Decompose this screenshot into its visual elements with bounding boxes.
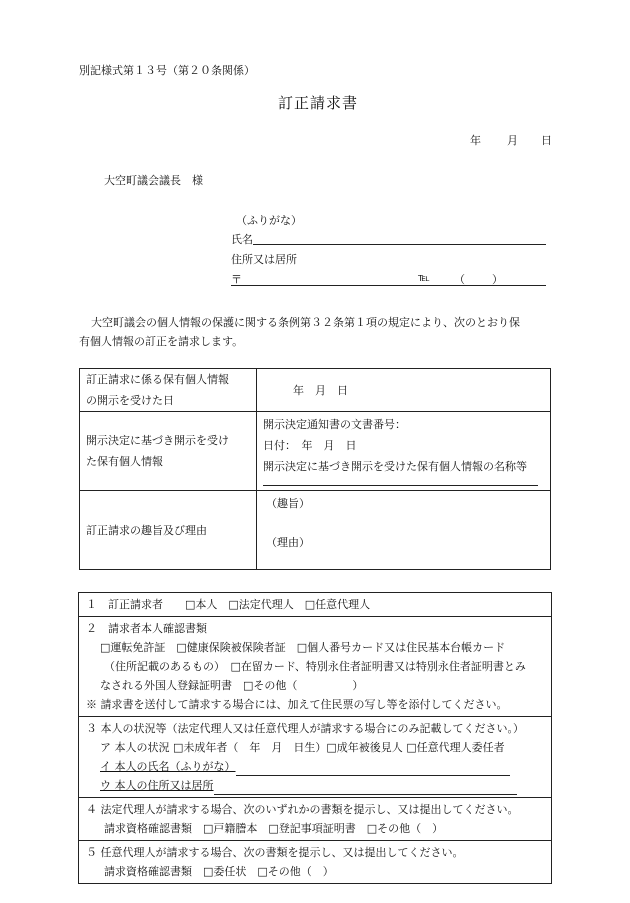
principal-name-line	[236, 761, 510, 776]
principal-address-label: ウ 本人の住所又は居所	[100, 779, 214, 792]
request-details-table	[79, 368, 551, 570]
principal-address-line	[214, 780, 517, 795]
page-title: 訂正請求書	[278, 94, 359, 112]
date-year: 年	[470, 134, 481, 147]
address-field[interactable]	[231, 285, 546, 286]
disclosed-info-label: 開示決定に基づき開示を受け た保有個人情報	[80, 412, 257, 491]
id-documents-note: ※ 請求書を送付して請求する場合には、加えて住民票の写し等を添付してください。	[86, 698, 508, 711]
addressee: 大空町議会議長 様	[104, 174, 203, 187]
form-number: 別記様式第１３号（第２０条関係）	[79, 64, 255, 77]
postal-mark: 〒	[231, 273, 242, 286]
received-date-value[interactable]: 年 月 日	[257, 369, 551, 412]
info-name-label: 開示決定に基づき開示を受けた保有個人情報の名称等	[263, 460, 527, 473]
name-field[interactable]	[253, 244, 546, 245]
date-month: 月	[507, 134, 518, 147]
tel-paren-close: ）	[492, 273, 503, 286]
section-voluntary-agent[interactable]: ５ 任意代理人が請求する場合、次の書類を提示し、又は提出してください。 請求資格確認書類 □委任状 □その他（ ）	[79, 841, 552, 884]
section-principal-status[interactable]: ３ 本人の状況等（法定代理人又は任意代理人が請求する場合にのみ記載してください。） ア 本人の状況 □未成年者（ 年 月 日生）□成年被後見人 □任意代理人委任者 イ 本人の氏名（ふりがな） ウ 本人の住所又は居所	[79, 717, 552, 798]
purpose-reason-label: 訂正請求の趣旨及び理由	[80, 491, 257, 570]
purpose-label: （趣旨）	[266, 497, 310, 510]
info-name-line	[263, 485, 538, 486]
tel-paren-open: （	[454, 273, 465, 286]
section-legal-agent[interactable]: ４ 法定代理人が請求する場合、次のいずれかの書類を提示し、又は提出してください。 請求資格確認書類 □戸籍謄本 □登記事項証明書 □その他（ ）	[79, 798, 552, 841]
furigana-label: （ふりがな）	[236, 214, 302, 227]
reason-label: （理由）	[266, 536, 310, 549]
doc-number-label: 開示決定通知書の文書番号：	[263, 418, 406, 431]
requester-info-table	[78, 592, 552, 884]
name-label: 氏名	[231, 233, 253, 246]
address-label: 住所又は居所	[231, 253, 297, 266]
tel-label: ℡	[418, 271, 430, 284]
received-date-label: 訂正請求に係る保有個人情報 の開示を受けた日	[80, 369, 257, 412]
principal-name-label: イ 本人の氏名（ふりがな）	[100, 760, 236, 773]
section-requester[interactable]: １ 訂正請求者 □本人 □法定代理人 □任意代理人	[79, 593, 552, 617]
disclosed-info-cell[interactable]	[257, 412, 551, 491]
purpose-reason-cell[interactable]	[257, 491, 551, 570]
date-day: 日	[541, 134, 552, 147]
intro-line-2: 有個人情報の訂正を請求します。	[79, 335, 244, 348]
intro-line-1: 大空町議会の個人情報の保護に関する条例第３２条第１項の規定により、次のとおり保	[91, 316, 520, 329]
disclosure-date: 日付： 年 月 日	[263, 439, 357, 452]
section-id-documents[interactable]: ２ 請求者本人確認書類 □運転免許証 □健康保険被保険者証 □個人番号カード又は住民基本台帳カード （住所記載のあるもの） □在留カード、特別永住者証明書又は特別永住者証明書とみ なされる外国人登録証明書 □その他（ ） ※ 請求書を送付して請求する場合には、加えて住民票の写し等を添付してください。	[79, 617, 552, 717]
